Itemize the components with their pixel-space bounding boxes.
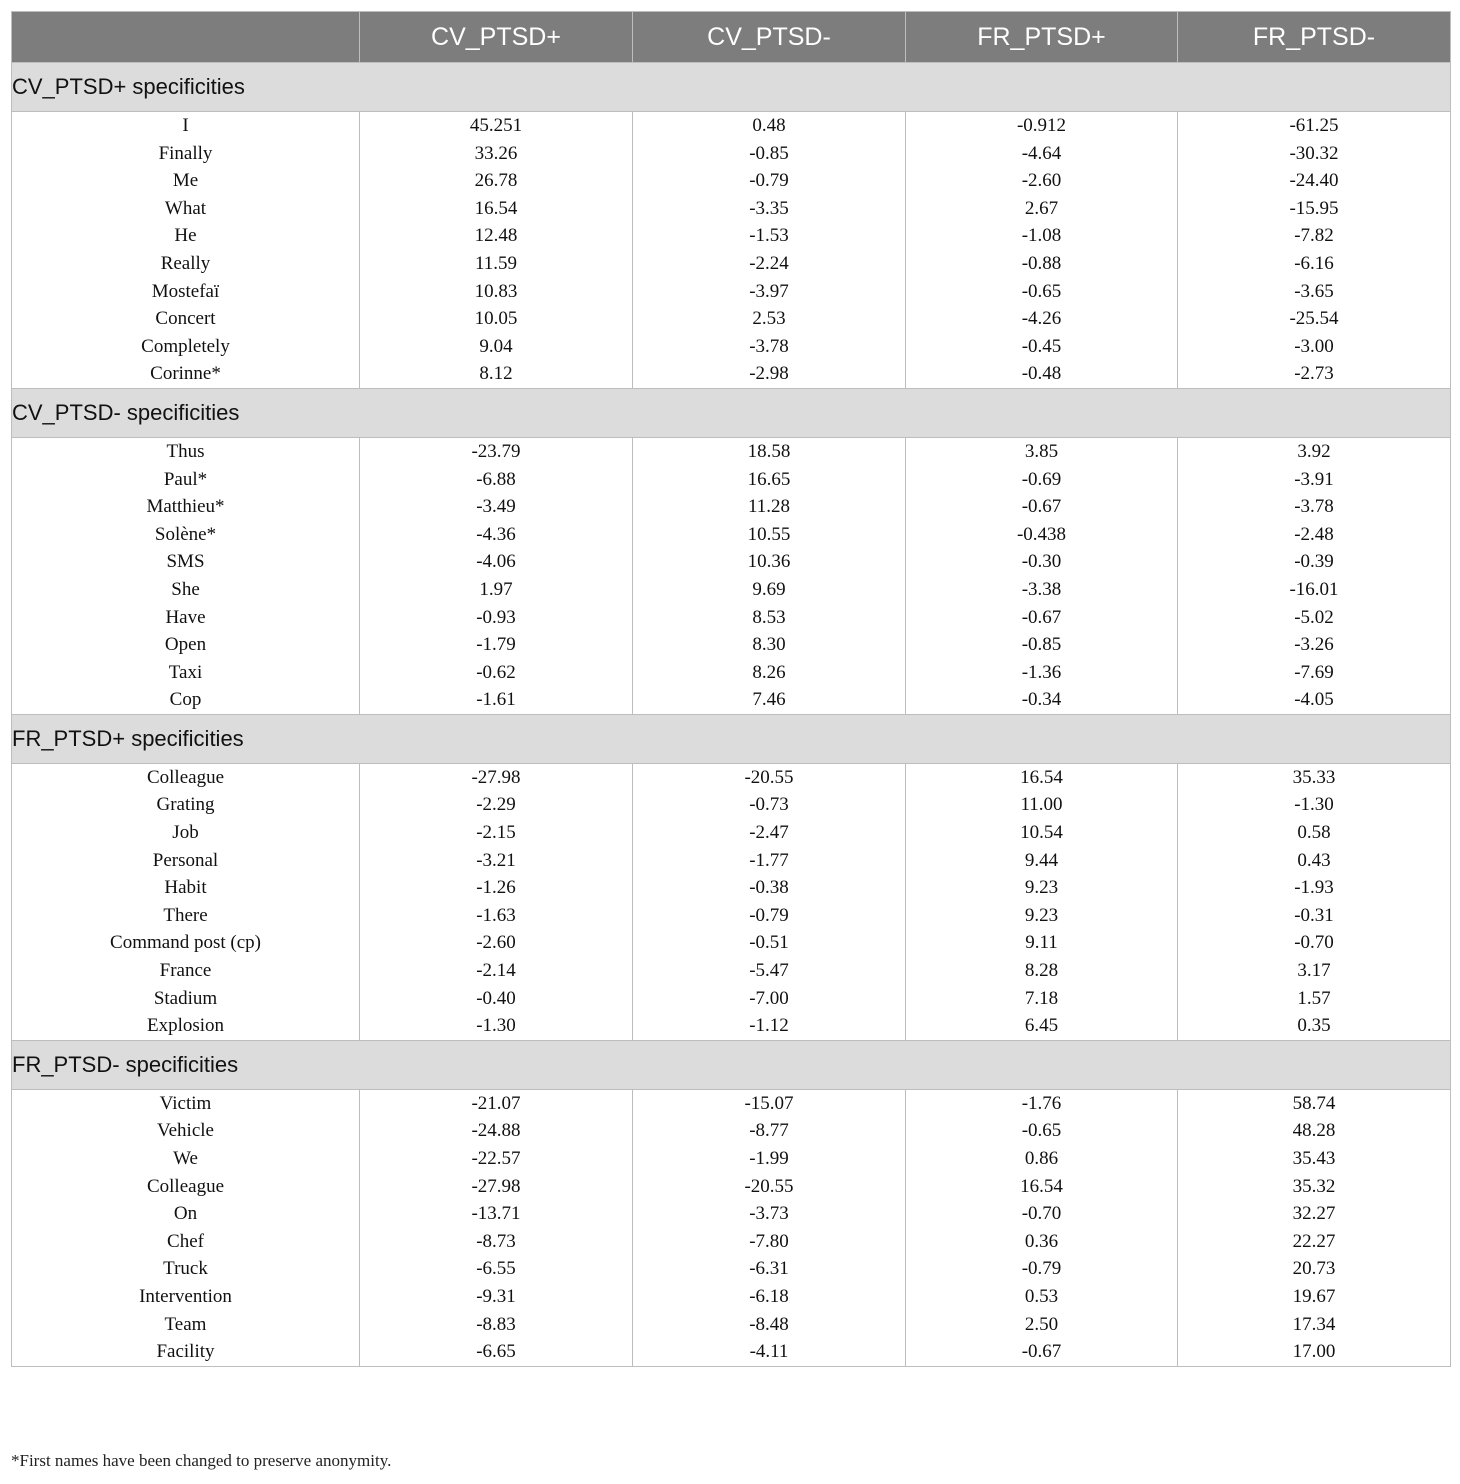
specificity-value: -16.01	[1289, 578, 1339, 600]
specificity-value: 18.58	[747, 440, 791, 462]
term-label: Me	[172, 170, 199, 192]
specificity-value: -8.77	[749, 1120, 789, 1142]
term-label: Personal	[152, 849, 219, 871]
specificity-value: -2.98	[749, 363, 789, 385]
specificity-value: 16.54	[474, 197, 518, 219]
specificity-value: -0.88	[1021, 252, 1062, 274]
specificity-value: -3.21	[476, 849, 516, 871]
specificity-value: -4.26	[1021, 308, 1062, 330]
specificity-value: 2.50	[1024, 1313, 1059, 1335]
specificity-value: 9.23	[1024, 904, 1059, 926]
value-column-cell	[633, 112, 906, 389]
specificity-value: 11.00	[1020, 794, 1063, 816]
specificity-value: 26.78	[474, 170, 518, 192]
specificity-value: -4.05	[1294, 689, 1334, 711]
value-column-cell	[1178, 763, 1451, 1040]
specificity-value: -2.15	[476, 822, 516, 844]
specificity-value: 9.23	[1024, 877, 1059, 899]
specificity-value: -2.48	[1294, 523, 1334, 545]
specificity-value: -3.65	[1294, 280, 1334, 302]
section-header-row	[12, 63, 1451, 112]
term-label: She	[171, 578, 200, 600]
specificity-value: -0.438	[1016, 523, 1067, 545]
specificity-value: 9.69	[752, 578, 786, 600]
specificity-value: -0.48	[1021, 363, 1062, 385]
specificity-value: -22.57	[471, 1148, 521, 1169]
footnote: *First names have been changed to preserve anonymity.	[11, 1451, 392, 1470]
specificity-value: 16.54	[1020, 766, 1063, 788]
specificity-value: -27.98	[471, 766, 521, 788]
specificity-value: -23.79	[471, 440, 521, 462]
value-column-cell	[906, 112, 1178, 389]
specificity-value: -0.70	[1294, 932, 1334, 954]
specificity-value: -2.29	[476, 794, 516, 816]
term-label: Grating	[156, 794, 215, 816]
value-column-cell	[360, 763, 633, 1040]
specificity-value: -2.14	[476, 960, 516, 982]
specificity-value: -0.31	[1294, 904, 1334, 926]
specificity-value: -1.26	[476, 877, 516, 899]
specificity-value: -27.98	[471, 1175, 521, 1197]
specificity-value: -1.63	[476, 904, 516, 926]
term-label: Mostefaï	[151, 280, 220, 302]
specificity-value: 11.28	[747, 496, 791, 518]
specificity-value: 7.18	[1024, 987, 1059, 1009]
specificity-value: 11.59	[474, 252, 518, 274]
section-body-row	[12, 437, 1451, 714]
term-label: Open	[164, 634, 207, 656]
specificity-value: 3.85	[1024, 440, 1059, 462]
specificity-value: -0.34	[1021, 689, 1062, 711]
specificity-value: -0.69	[1021, 468, 1062, 490]
specificity-value: -4.36	[476, 523, 516, 545]
section-header-row	[12, 714, 1451, 763]
term-label: Thus	[166, 440, 205, 462]
specificity-value: -1.08	[1021, 225, 1062, 247]
specificity-value: -0.70	[1021, 1203, 1062, 1225]
specificity-value: -0.45	[1021, 335, 1062, 357]
specificity-value: -15.07	[744, 1092, 794, 1114]
term-label: Cop	[169, 689, 202, 711]
specificity-value: 16.54	[1020, 1175, 1063, 1197]
term-label: SMS	[166, 551, 205, 573]
specificity-value: 0.86	[1024, 1148, 1059, 1169]
specificity-value: -2.73	[1294, 363, 1334, 385]
specificity-value: 16.65	[747, 468, 791, 490]
term-label: Vehicle	[157, 1120, 214, 1142]
specificity-value: 9.11	[1025, 932, 1058, 954]
specificity-value: 8.53	[752, 606, 786, 628]
term-label: Job	[172, 822, 199, 844]
specificity-value: -8.48	[749, 1313, 789, 1335]
specificity-value: 19.67	[1292, 1285, 1336, 1307]
specificity-value: 8.30	[752, 634, 786, 656]
specificity-value: 2.53	[752, 308, 786, 330]
term-label: Team	[164, 1313, 207, 1335]
value-column-cell	[633, 1089, 906, 1366]
value-column-cell	[906, 763, 1178, 1040]
specificity-value: 8.12	[479, 363, 513, 385]
term-label: Colleague	[146, 766, 225, 788]
header-cell-empty	[12, 12, 360, 63]
specificity-value: -1.30	[1294, 794, 1334, 816]
specificity-value: 45.251	[469, 115, 523, 136]
specificity-value: -0.79	[1021, 1258, 1062, 1280]
term-label: Habit	[164, 877, 207, 899]
specificity-value: 22.27	[1292, 1230, 1336, 1252]
specificity-value: 2.67	[1024, 197, 1059, 219]
specificity-value: -4.11	[749, 1341, 789, 1363]
value-column-cell	[906, 437, 1178, 714]
section-header-row	[12, 1040, 1451, 1089]
specificity-value: 0.35	[1297, 1015, 1331, 1037]
specificity-value: -6.18	[749, 1285, 789, 1307]
specificity-value: -3.91	[1294, 468, 1334, 490]
specificity-value: -1.36	[1021, 661, 1062, 683]
specificity-value: 0.58	[1297, 822, 1331, 844]
term-label: Paul*	[163, 468, 208, 490]
section-title: CV_PTSD+ specificities	[12, 63, 1451, 112]
specificity-value: -8.73	[476, 1230, 516, 1252]
term-label: Victim	[159, 1092, 212, 1114]
specificity-value: 1.97	[479, 578, 513, 600]
specificity-value: 35.32	[1292, 1175, 1336, 1197]
specificity-value: 6.45	[1024, 1015, 1059, 1037]
specificity-value: -1.61	[476, 689, 516, 711]
specificity-value: 12.48	[474, 225, 518, 247]
term-label: There	[163, 904, 208, 926]
specificity-value: -24.40	[1289, 170, 1339, 192]
specificity-value: -7.00	[749, 987, 789, 1009]
specificity-value: -25.54	[1289, 308, 1339, 330]
specificity-value: 0.48	[752, 115, 786, 136]
specificity-value: -2.60	[476, 932, 516, 954]
specificity-value: -1.79	[476, 634, 516, 656]
specificity-value: -3.35	[749, 197, 789, 219]
value-column-cell	[360, 437, 633, 714]
header-cell-fr-ptsd-minus: FR_PTSD-	[1178, 12, 1451, 63]
term-label: Have	[165, 606, 206, 628]
term-label: Stadium	[153, 987, 218, 1009]
specificity-value: -9.31	[476, 1285, 516, 1307]
specificity-value: -0.67	[1021, 606, 1062, 628]
term-label: Truck	[163, 1258, 208, 1280]
specificity-value: 7.46	[752, 689, 786, 711]
header-row	[12, 12, 1451, 63]
term-label: Command post (cp)	[110, 932, 261, 954]
specificity-value: -0.62	[476, 661, 516, 683]
specificity-value: -7.69	[1294, 661, 1334, 683]
specificity-value: -1.77	[749, 849, 789, 871]
specificity-value: -6.88	[476, 468, 516, 490]
term-label: Really	[160, 252, 211, 274]
specificity-value: -0.38	[749, 877, 789, 899]
term-label: Corinne*	[150, 363, 221, 385]
specificity-value: -3.49	[476, 496, 516, 518]
term-label: He	[174, 225, 197, 247]
term-label: Matthieu*	[146, 496, 225, 518]
specificity-value: -4.64	[1021, 142, 1062, 164]
term-label: Finally	[158, 142, 213, 164]
specificity-value: -1.99	[749, 1148, 789, 1169]
header-cell-cv-ptsd-minus: CV_PTSD-	[633, 12, 906, 63]
specificity-value: -7.82	[1294, 225, 1334, 247]
header-cell-cv-ptsd-plus: CV_PTSD+	[360, 12, 633, 63]
specificity-value: -1.53	[749, 225, 789, 247]
specificity-value: -3.38	[1021, 578, 1062, 600]
term-label: Facility	[156, 1341, 215, 1363]
specificity-value: 58.74	[1292, 1092, 1336, 1114]
specificity-value: -0.79	[749, 904, 789, 926]
specificity-value: 3.17	[1297, 960, 1331, 982]
specificity-value: -1.76	[1021, 1092, 1062, 1114]
specificity-value: -13.71	[471, 1203, 521, 1225]
section-body-row	[12, 112, 1451, 389]
term-label: Chef	[167, 1230, 204, 1252]
specificity-value: -0.73	[749, 794, 789, 816]
value-column-cell	[1178, 112, 1451, 389]
section-body-row	[12, 1089, 1451, 1366]
specificity-value: 10.83	[474, 280, 518, 302]
specificity-value: -6.55	[476, 1258, 516, 1280]
specificity-value: 9.04	[479, 335, 513, 357]
specificity-value: 8.26	[752, 661, 786, 683]
specificity-value: 0.36	[1024, 1230, 1059, 1252]
specificity-value: -0.67	[1021, 1341, 1062, 1363]
specificity-value: 10.05	[474, 308, 518, 330]
term-label: Colleague	[146, 1175, 225, 1197]
specificity-value: -3.00	[1294, 335, 1334, 357]
term-label: On	[173, 1203, 198, 1225]
specificity-value: -5.47	[749, 960, 789, 982]
specificity-value: -0.79	[749, 170, 789, 192]
term-column-cell	[12, 763, 360, 1040]
term-label: What	[164, 197, 207, 219]
value-column-cell	[633, 763, 906, 1040]
term-label: Explosion	[146, 1015, 225, 1037]
specificity-value: -7.80	[749, 1230, 789, 1252]
section-body-row	[12, 763, 1451, 1040]
term-column-cell	[12, 1089, 360, 1366]
value-column-cell	[906, 1089, 1178, 1366]
specificity-value: -2.60	[1021, 170, 1062, 192]
specificity-value: -3.97	[749, 280, 789, 302]
specificity-value: 1.57	[1297, 987, 1331, 1009]
specificity-value: -0.912	[1016, 115, 1067, 136]
specificity-value: -6.16	[1294, 252, 1334, 274]
specificity-value: -4.06	[476, 551, 516, 573]
specificity-value: -1.30	[476, 1015, 516, 1037]
specificity-value: -0.65	[1021, 1120, 1062, 1142]
specificity-value: 10.36	[747, 551, 791, 573]
specificity-value: -0.85	[749, 142, 789, 164]
term-column-cell	[12, 437, 360, 714]
term-label: Completely	[141, 335, 230, 357]
specificity-value: -3.26	[1294, 634, 1334, 656]
specificity-value: -20.55	[744, 766, 794, 788]
specificity-value: -6.65	[476, 1341, 516, 1363]
specificities-table	[11, 11, 1451, 1367]
specificity-value: 35.43	[1292, 1148, 1336, 1169]
value-column-cell	[360, 1089, 633, 1366]
specificity-value: -0.30	[1021, 551, 1062, 573]
specificity-value: -15.95	[1289, 197, 1339, 219]
term-label: I	[182, 115, 189, 136]
term-label: We	[173, 1148, 198, 1169]
section-title: FR_PTSD- specificities	[12, 1040, 1451, 1089]
specificity-value: 10.55	[747, 523, 791, 545]
specificity-value: 3.92	[1297, 440, 1331, 462]
section-title: CV_PTSD- specificities	[12, 388, 1451, 437]
specificity-value: -1.93	[1294, 877, 1334, 899]
term-label: Concert	[155, 308, 216, 330]
specificity-value: -24.88	[471, 1120, 521, 1142]
term-label: Intervention	[139, 1285, 232, 1307]
specificity-value: -3.73	[749, 1203, 789, 1225]
specificity-value: -1.12	[749, 1015, 789, 1037]
specificity-value: 0.43	[1297, 849, 1331, 871]
term-label: Taxi	[168, 661, 203, 683]
term-label: Solène*	[154, 523, 217, 545]
specificity-value: -0.51	[749, 932, 789, 954]
specificity-value: 17.34	[1292, 1313, 1336, 1335]
specificity-value: 10.54	[1020, 822, 1063, 844]
specificity-value: -2.24	[749, 252, 789, 274]
specificity-value: 20.73	[1292, 1258, 1336, 1280]
specificity-value: -0.93	[476, 606, 516, 628]
specificity-value: 9.44	[1024, 849, 1059, 871]
value-column-cell	[360, 112, 633, 389]
value-column-cell	[633, 437, 906, 714]
term-label: France	[159, 960, 212, 982]
specificity-value: -30.32	[1289, 142, 1339, 164]
value-column-cell	[1178, 1089, 1451, 1366]
specificity-value: 0.53	[1024, 1285, 1059, 1307]
specificity-value: 17.00	[1292, 1341, 1336, 1363]
specificity-value: -5.02	[1294, 606, 1334, 628]
header-cell-fr-ptsd-plus: FR_PTSD+	[906, 12, 1178, 63]
section-header-row	[12, 388, 1451, 437]
specificity-value: -6.31	[749, 1258, 789, 1280]
specificity-value: 33.26	[474, 142, 518, 164]
specificity-value: -0.39	[1294, 551, 1334, 573]
specificity-value: -0.67	[1021, 496, 1062, 518]
specificity-value: -3.78	[1294, 496, 1334, 518]
term-column-cell	[12, 112, 360, 389]
specificity-value: 48.28	[1292, 1120, 1336, 1142]
specificity-value: -0.85	[1021, 634, 1062, 656]
specificity-value: 32.27	[1292, 1203, 1336, 1225]
specificity-value: -2.47	[749, 822, 789, 844]
value-column-cell	[1178, 437, 1451, 714]
specificity-value: -3.78	[749, 335, 789, 357]
specificity-value: -61.25	[1289, 115, 1339, 136]
specificity-value: 8.28	[1024, 960, 1059, 982]
specificity-value: -0.40	[476, 987, 516, 1009]
specificity-value: -21.07	[471, 1092, 521, 1114]
specificity-value: 35.33	[1292, 766, 1336, 788]
specificity-value: -8.83	[476, 1313, 516, 1335]
specificity-value: -20.55	[744, 1175, 794, 1197]
specificity-value: -0.65	[1021, 280, 1062, 302]
section-title: FR_PTSD+ specificities	[12, 714, 1451, 763]
